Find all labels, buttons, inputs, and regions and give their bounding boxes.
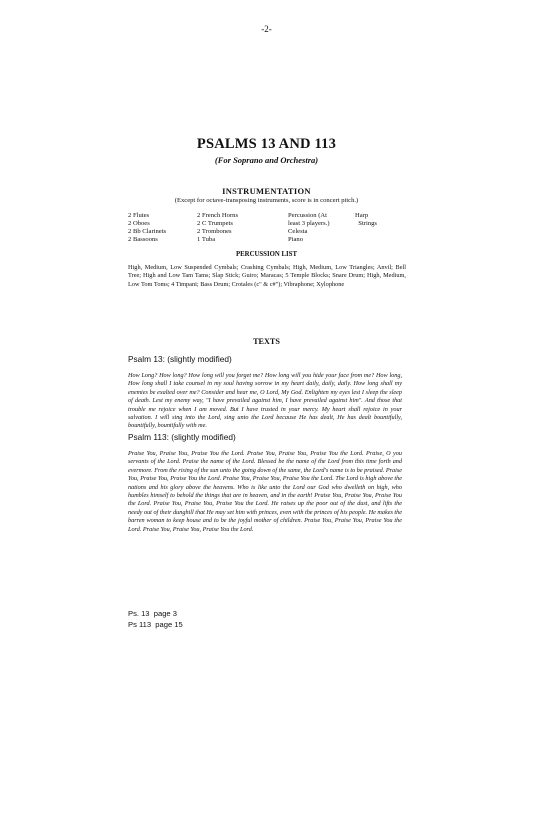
instrumentation-note: (Except for octave-transposing instruments, score is in concert pitch.) [174,197,359,204]
instrument-item: 2 Trombones [197,227,232,235]
instrument-item: Piano [288,235,304,243]
instrument-item: 2 Bassoons [128,235,158,243]
percussion-list-text: High, Medium, Low Suspended Cymbals; Crashing Cymbals; High, Medium, Low Triangles; Anvil; Bell Tree; High and Low Tam Tams; Slap Stick; Guiro; Maracas; 5 Temple Blocks; Snare Drum; High, Medium, Low Tom Toms; 4 Timpani; Bass Drum; Crotales (c" & c#"); Vibraphone; Xylophone [128,264,406,288]
psalm-113-text: Praise You, Praise You, Praise You the Lord. Praise You, Praise You, Praise You the Lord. Praise, O you servants of the Lord. Praise the name of the Lord. Blessed be the name of the Lord from this time forth and evermore. From the rising of the sun unto the going down of the same, the Lord's name is to be praised. Praise You, Praise You, Praise You the Lord. Praise You, Praise You, Praise You the Lord. The Lord is high above the nations and his glory above the heavens. Who is like unto the Lord our God who dwelleth on high, who humbles himself to behold the things that are in heaven, and in the earth! Praise You, Praise You, Praise You the Lord. Praise You, Praise You, Praise You the Lord. He raises up the poor out of the dust, and lifts the needy out of their dunghill that He may set him with princes, even with the princes of his people. He makes the barren woman to keep house and to be the joyful mother of children. Praise You, Praise You, Praise You the Lord. Praise You, Praise You, Praise You the Lord. [128,450,402,533]
instrument-item: 2 Oboes [128,219,150,227]
instrument-item: Celesta [288,227,308,235]
instrument-column-brass [197,212,238,244]
page-reference-psalm-13: Ps. 13 page 3 [128,609,177,618]
instrumentation-heading: INSTRUMENTATION [222,186,311,196]
page-title: PSALMS 13 AND 113 [196,136,337,152]
instrument-item: 1 Tuba [197,235,216,243]
instrument-column-strings [355,212,377,228]
instrument-item: 2 Flutes [128,212,150,219]
instrument-item: Percussion (At [288,212,328,219]
psalm-113-heading: Psalm 113: (slightly modified) [128,432,236,442]
percussion-list-heading: PERCUSSION LIST [235,251,297,258]
psalm-13-heading: Psalm 13: (slightly modified) [128,354,232,364]
page-subtitle: (For Soprano and Orchestra) [214,155,319,165]
instrument-column-woodwinds [128,212,166,244]
instrument-item: Strings [355,219,377,227]
texts-heading: TEXTS [253,337,280,346]
page-number: -2- [261,24,272,34]
instrument-column-percussion [288,212,330,244]
instrument-item: least 3 players.) [288,219,330,227]
instrument-item: 2 Bb Clarinets [128,227,167,235]
instrument-item: Harp [355,212,369,219]
instrument-item: 2 French Horns [197,212,239,219]
instrument-item: 2 C Trumpets [197,219,233,227]
psalm-13-text: How Long? How long? How long will you forget me? How long will you hide your face from me? How long, How long shall I take counsel in my soul having sorrow in my heart daily, daily, daily. How long shall my enemies be exalted over me? Consider and hear me, O Lord, My God. Enlighten my eyes lest I sleep the sleep of death. Lest my enemy way, "I have prevailed against him, I have prevailed against him". And those that trouble me rejoice when I am moved. But I have trusted in your mercy. My heart shall rejoice in your salvation. I will sing into the Lord, sing unto the Lord because He has dealt, He has dealt bountifully, bountifully, bountifully with me. [128,372,402,430]
page-reference-psalm-113: Ps 113 page 15 [128,620,183,629]
